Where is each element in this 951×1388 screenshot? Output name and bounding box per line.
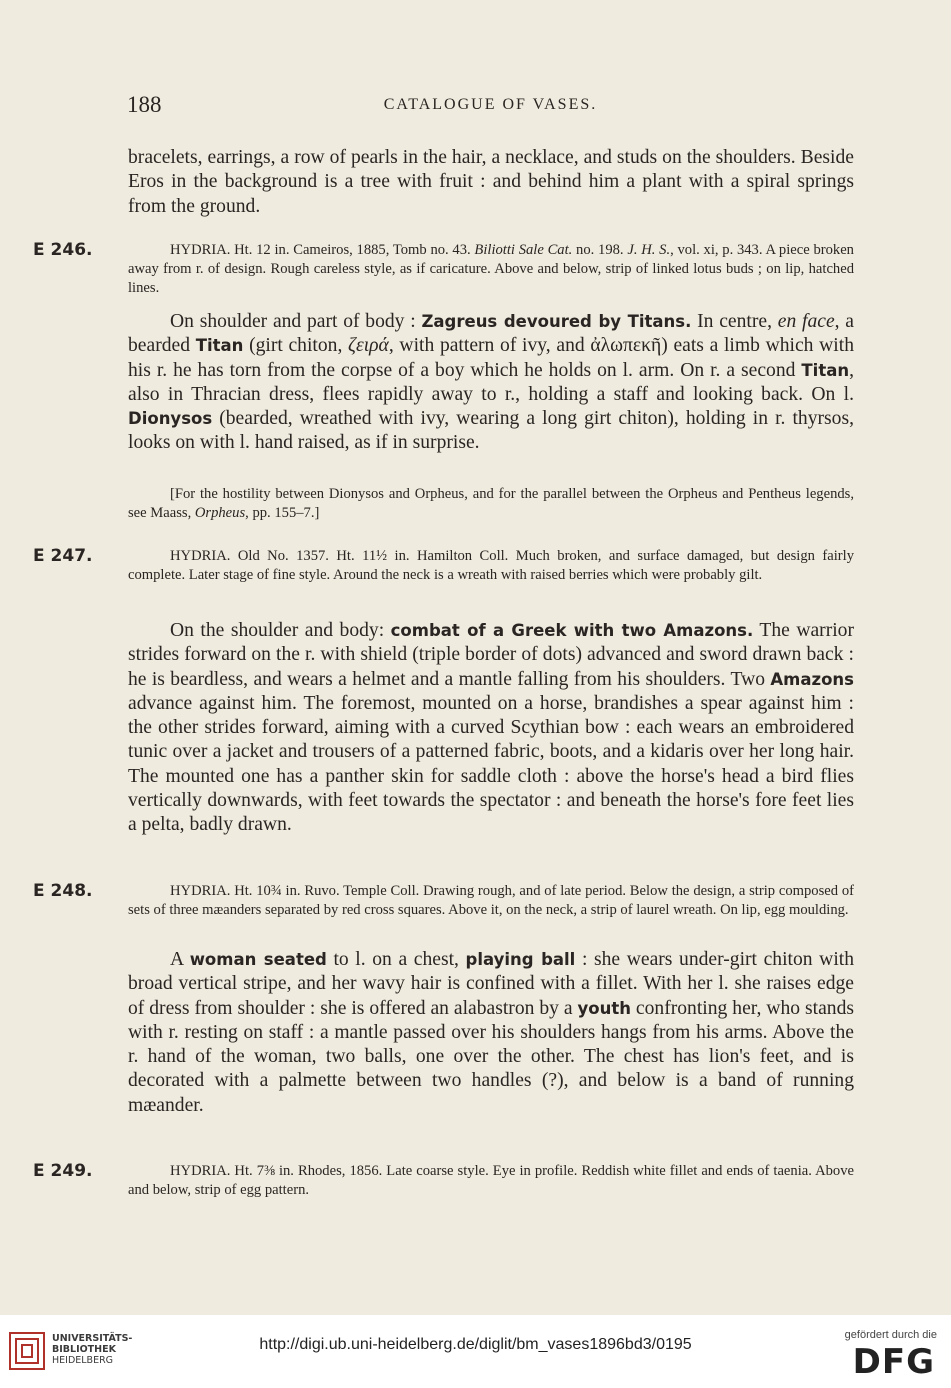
source-url-link[interactable]: http://digi.ub.uni-heidelberg.de/diglit/bm_vases1896bd3/0195 bbox=[259, 1336, 692, 1353]
library-name: UNIVERSITÄTS- BIBLIOTHEK HEIDELBERG bbox=[52, 1333, 133, 1366]
entry-label-e249: E 249. bbox=[33, 1161, 93, 1181]
funding-note: gefördert durch die bbox=[844, 1329, 937, 1341]
entry-description-e246: HYDRIA. Ht. 12 in. Cameiros, 1885, Tomb no. 43. Biliotti Sale Cat. no. 198. J. H. S., vol. xi, p. 343. A piece broken away from r. of design. Rough careless style, as if caricature. Above and below, strip of linked lotus buds ; on lip, hatched lines. bbox=[128, 242, 854, 296]
entry-description-e249: HYDRIA. Ht. 7⅜ in. Rhodes, 1856. Late coarse style. Eye in profile. Reddish white fillet and ends of taenia. Above and below, strip of egg pattern. bbox=[128, 1163, 854, 1198]
dfg-logo: DFG bbox=[852, 1342, 935, 1382]
page-header bbox=[127, 92, 854, 122]
entry-label-e248: E 248. bbox=[33, 881, 93, 901]
entry-body-e246: On shoulder and part of body : Zagreus devoured by Titans. In centre, en face, a bearded Titan (girt chiton, ζειρά, with pattern of ivy, and ἀλωπεκῆ) eats a limb which with his r. he has torn from the corpse of a boy which he holds on l. arm. On r. a second Titan, also in Thracian dress, flees rapidly away to r., holding a staff and looking back. On l. Dionysos (bearded, wreathed with ivy, wearing a long girt chiton), holding in r. thyrsos, looks on with l. hand raised, as if in surprise. bbox=[128, 311, 854, 454]
entry-note-e246: [For the hostility between Dionysos and Orpheus, and for the parallel between the Orpheus and Pentheus legends, see Maass, Orpheus, pp. 155–7.] bbox=[128, 486, 854, 521]
entry-label-e247: E 247. bbox=[33, 546, 93, 566]
intro-paragraph: bracelets, earrings, a row of pearls in the hair, a necklace, and studs on the shoulders. Beside Eros in the background is a tree with fruit : and behind him a plant with a spiral springs from the ground. bbox=[128, 147, 854, 217]
entry-label-e246: E 246. bbox=[33, 240, 93, 260]
entry-description-e248: HYDRIA. Ht. 10¾ in. Ruvo. Temple Coll. Drawing rough, and of late period. Below the design, a strip composed of sets of three mæanders separated by red cross squares. Above it, on the neck, a strip of laurel wreath. On lip, egg moulding. bbox=[128, 883, 854, 918]
entry-body-e247: On the shoulder and body: combat of a Greek with two Amazons. The warrior strides forward on the r. with shield (triple border of dots) advanced and sword drawn back : he is beardless, and wears a helmet and a mantle falling from his shoulders. Two Amazons advance against him. The foremost, mounted on a horse, brandishes a spear against him : the other strides forward, aiming with a curved Scythian bow : each wears an embroidered tunic over a jacket and trousers of a patterned fabric, boots, and a kidaris over her long hair. The mounted one has a panther skin for saddle cloth : above the horse's head a bird flies vertically downwards, with feet towards the spectator : and beneath the horse's fore feet lies a pelta, badly drawn. bbox=[128, 620, 854, 836]
page-number: 188 bbox=[127, 92, 162, 117]
entry-description-e247: HYDRIA. Old No. 1357. Ht. 11½ in. Hamilton Coll. Much broken, and surface damaged, but design fairly complete. Later stage of fine style. Around the neck is a wreath with raised berries which were probably gilt. bbox=[128, 548, 854, 583]
entry-body-e248: A woman seated to l. on a chest, playing ball : she wears under-girt chiton with broad vertical stripe, and her wavy hair is confined with a fillet. With her l. she raises edge of dress from shoulder : she is offered an alabastron by a youth confronting her, who stands with r. resting on staff : a mantle passed over his shoulders hangs from his arms. Above the r. hand of the woman, two balls, one over the other. The chest has lion's feet, and is decorated with a palmette between two handles (?), and below is a band of running mæander. bbox=[128, 949, 855, 1116]
running-title: CATALOGUE OF VASES. bbox=[383, 96, 598, 113]
